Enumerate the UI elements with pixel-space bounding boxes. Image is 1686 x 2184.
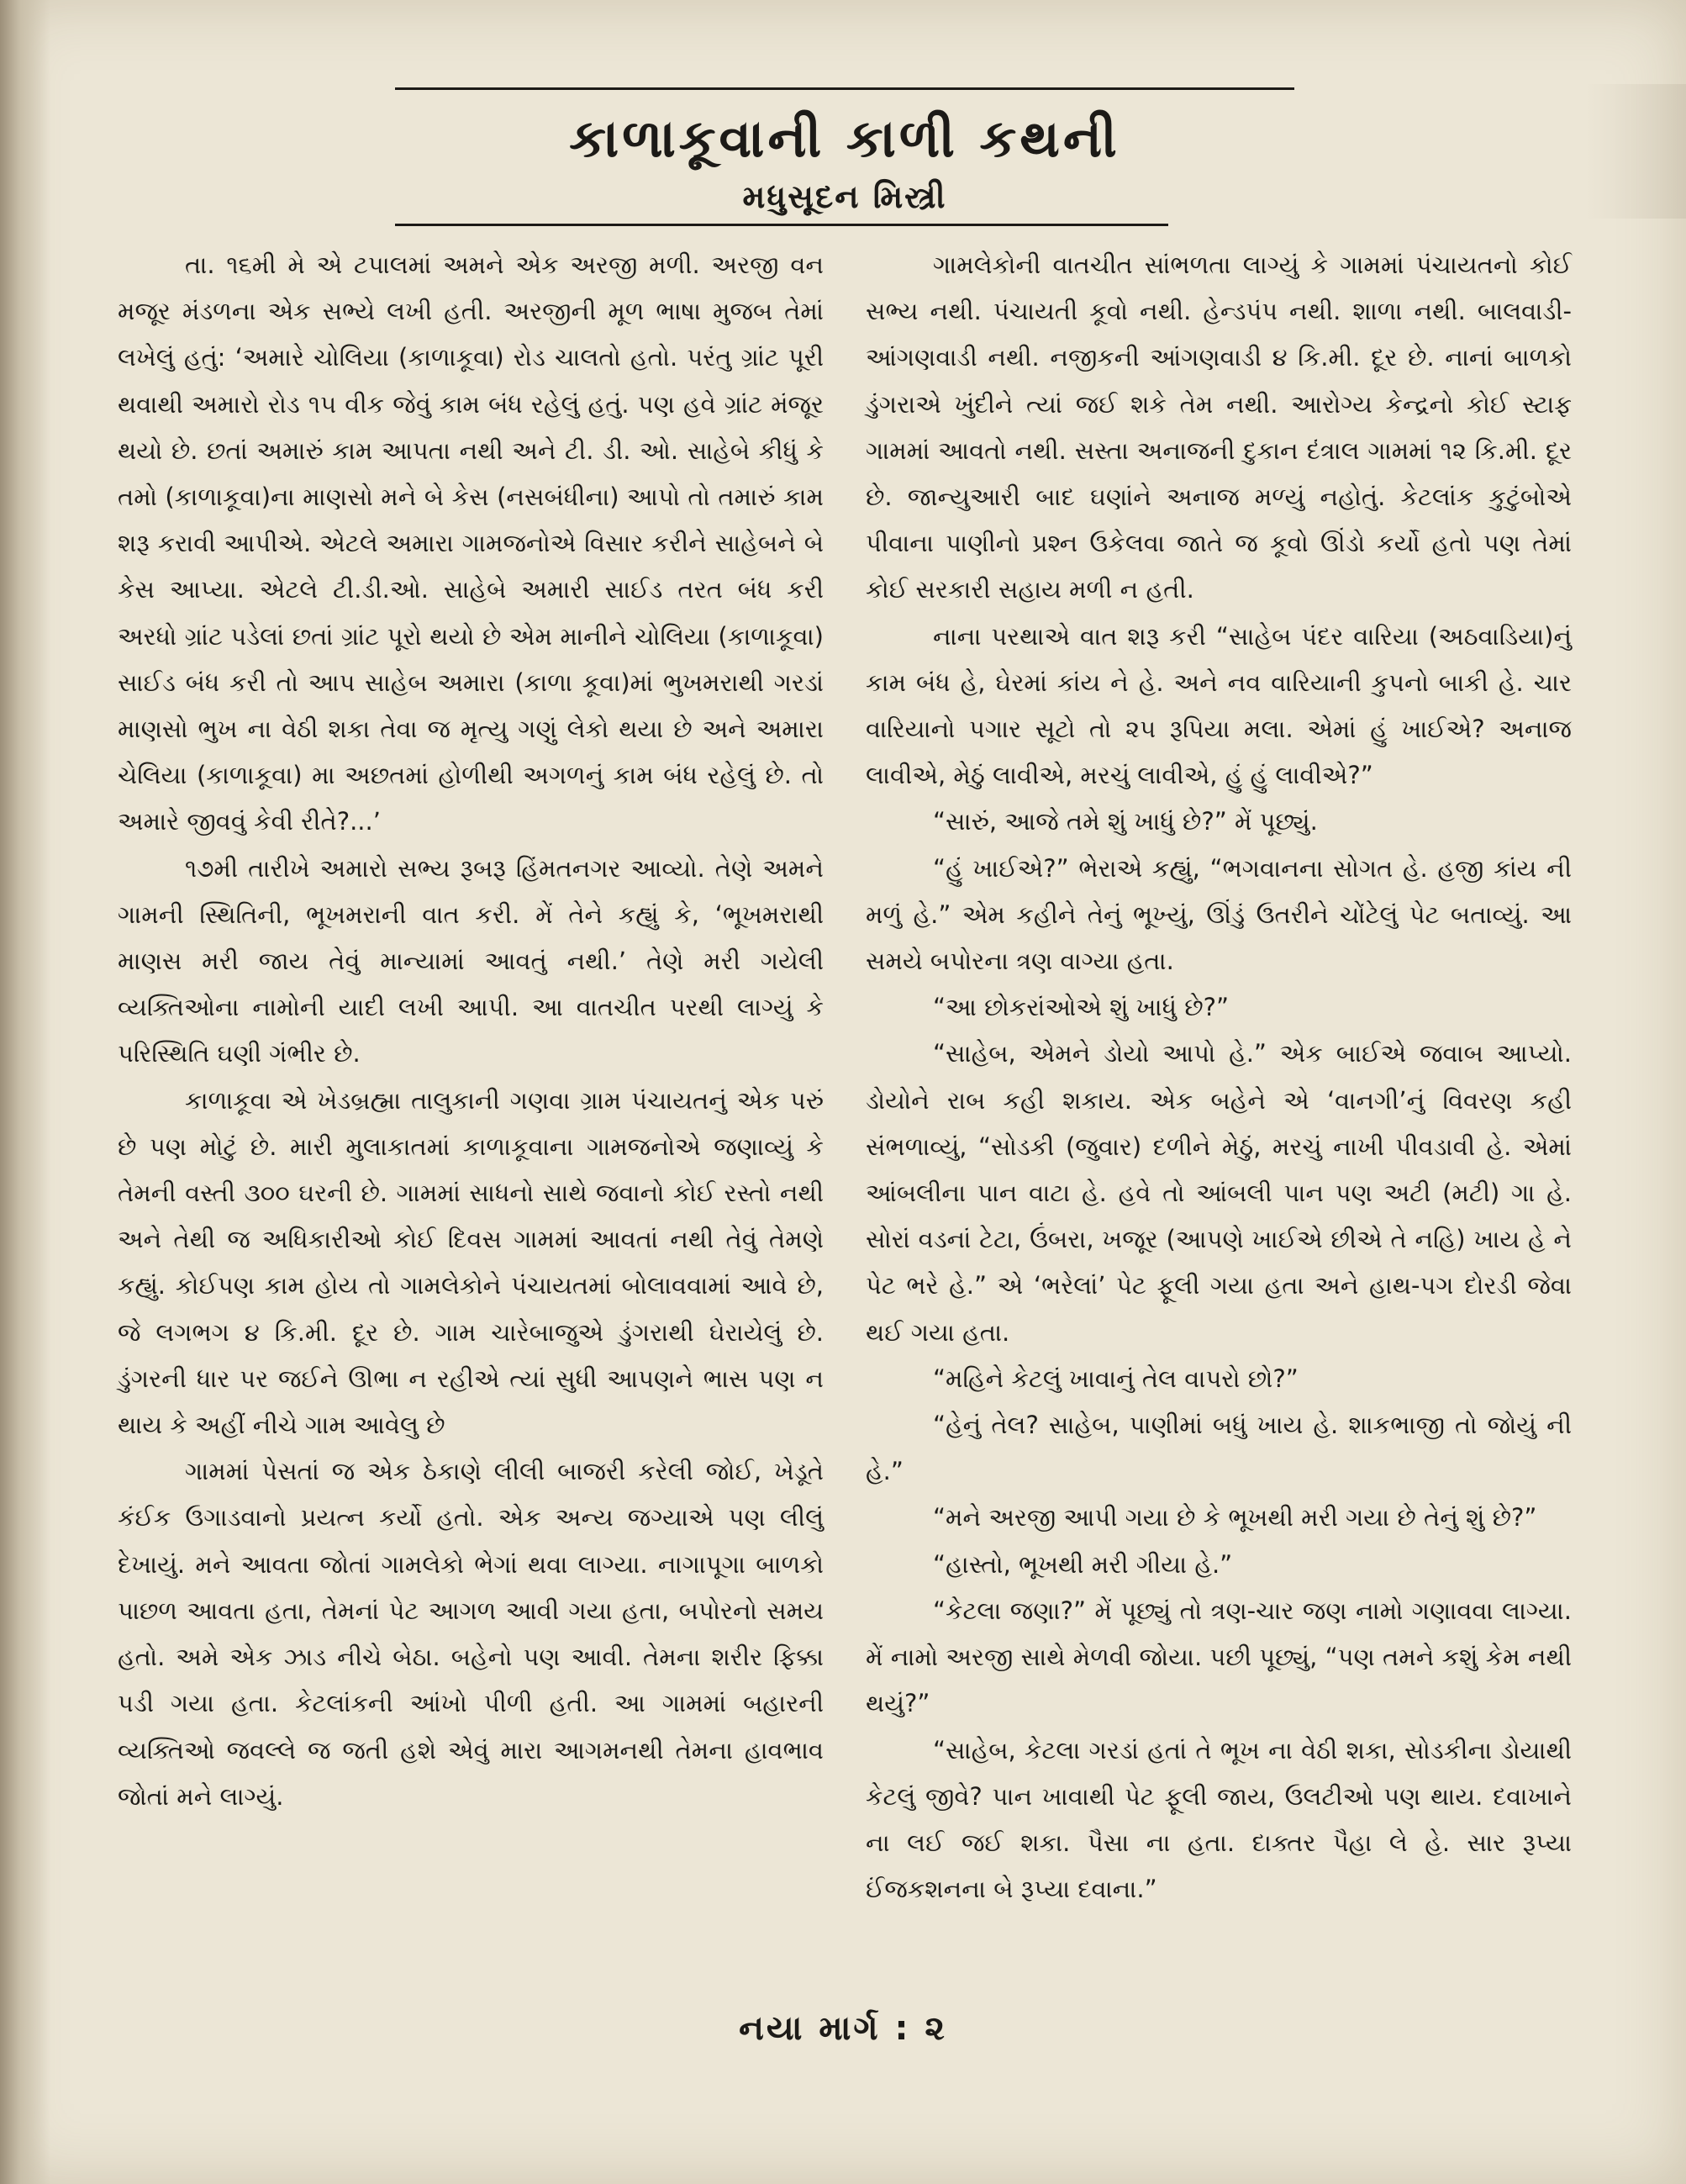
paragraph: “કેટલા જણા?” મેં પૂછ્યું તો ત્રણ-ચાર જણ નામો ગણાવવા લાગ્યા. મેં નામો અરજી સાથે મેળવી જોયા. પછી પૂછ્યું, “પણ તમને કશું કેમ નથી થયું?” (866, 1596, 1572, 1718)
right-column (866, 242, 1572, 1912)
title-bottom-rule (395, 224, 1168, 226)
torn-page-edge (0, 0, 50, 2184)
paragraph: ગામમાં પેસતાં જ એક ઠેકાણે લીલી બાજરી કરેલી જોઈ, ખેડૂતે કંઈક ઉગાડવાનો પ્રયત્ન કર્યો હતો. એક અન્ય જગ્યાએ પણ લીલું દેખાયું. મને આવતા જોતાં ગામલેકો ભેગાં થવા લાગ્યા. નાગાપૂગા બાળકો પાછળ આવતા હતા, તેમનાં પેટ આગળ આવી ગયા હતા, બપોરનો સમય હતો. અમે એક ઝાડ નીચે બેઠા. બહેનો પણ આવી. તેમના શરીર ફિક્કા પડી ગયા હતા. કેટલાંકની આંખો પીળી હતી. આ ગામમાં બહારની વ્યક્તિઓ જવલ્લે જ જતી હશે એવું મારા આગમનથી તેમના હાવભાવ જોતાં મને લાગ્યું. (118, 1457, 824, 1811)
title-top-rule (395, 87, 1294, 90)
paragraph: “હાસ્તો, ભૂખથી મરી ગીયા હે.” (933, 1549, 1233, 1579)
paragraph: “સાહેબ, એમને ડોયો આપો હે.” એક બાઈએ જવાબ આપ્યો. ડોયોને રાબ કહી શકાય. એક બહેને એ ‘વાનગી’નું વિવરણ કહી સંભળાવ્યું, “સોડકી (જુવાર) દળીને મેઠું, મરચું નાખી પીવડાવી હે. એમાં આંબલીના પાન વાટા હે. હવે તો આંબલી પાન પણ અટી (મટી) ગા હે. સોરાં વડનાં ટેટા, ઉંબરા, ખજૂર (આપણે ખાઈએ છીએ તે નહિ) ખાય હે ને પેટ ભરે હે.” એ ‘ભરેલાં’ પેટ ફૂલી ગયા હતા અને હાથ-પગ દોરડી જેવા થઈ ગયા હતા. (866, 1039, 1572, 1347)
paragraph: “હેનું તેલ? સાહેબ, પાણીમાં બધું ખાય હે. શાકભાજી તો જોયું ની હે.” (866, 1411, 1572, 1486)
article-title: કાળાકૂવાની કાળી કથની (569, 108, 1120, 169)
paragraph: “સાહેબ, કેટલા ગરડાં હતાં તે ભૂખ ના વેઠી શકા, સોડકીના ડોયાથી કેટલું જીવે? પાન ખાવાથી પેટ ફૂલી જાય, ઉલટીઓ પણ થાય. દવાખાને ના લઈ જઈ શકા. પૈસા ના હતા. દાક્તર પૈહા લે હે. સાર રૂપ્યા ઈંજકશનના બે રૂપ્યા દવાના.” (866, 1735, 1572, 1904)
paragraph: “આ છોકરાંઓએ શું ખાધું છે?” (933, 993, 1230, 1022)
page-footer: નયા માર્ગ : ૨ (739, 2009, 947, 2048)
paragraph: ૧૭મી તારીખે અમારો સભ્ય રૂબરૂ હિંમતનગર આવ્યો. તેણે અમને ગામની સ્થિતિની, ભૂખમરાની વાત કરી. મેં તેને કહ્યું કે, ‘ભૂખમરાથી માણસ મરી જાય તેવું માન્યામાં આવતું નથી.’ તેણે મરી ગયેલી વ્યક્તિઓના નામોની યાદી લખી આપી. આ વાતચીત પરથી લાગ્યું કે પરિસ્થિતિ ઘણી ગંભીર છે. (118, 853, 824, 1068)
article-author: મધુસૂદન મિસ્ત્રી (742, 178, 947, 215)
paragraph: નાના પરથાએ વાત શરૂ કરી “સાહેબ પંદર વારિયા (અઠવાડિયા)નું કામ બંધ હે, ઘેરમાં કાંય ને હે. અને નવ વારિયાની કુપનો બાકી હે. ચાર વારિયાનો પગાર સૂટો તો ૨૫ રૂપિયા મલા. એમાં હું ખાઈએ? અનાજ લાવીએ, મેઠું લાવીએ, મરચું લાવીએ, હું હું લાવીએ?” (866, 621, 1572, 790)
paragraph: કાળાકૂવા એ ખેડબ્રહ્મા તાલુકાની ગણવા ગ્રામ પંચાયતનું એક પરું છે પણ મોટું છે. મારી મુલાકાતમાં કાળાકૂવાના ગામજનોએ જણાવ્યું કે તેમની વસ્તી ૩૦૦ ઘરની છે. ગામમાં સાધનો સાથે જવાનો કોઈ રસ્તો નથી અને તેથી જ અધિકારીઓ કોઈ દિવસ ગામમાં આવતાં નથી તેવું તેમણે કહ્યું. કોઈપણ કામ હોય તો ગામલેકોને પંચાયતમાં બોલાવવામાં આવે છે, જે લગભગ ૪ કિ.મી. દૂર છે. ગામ ચારેબાજુએ ડુંગરાથી ઘેરાયેલું છે. ડુંગરની ધાર પર જઈને ઊભા ન રહીએ ત્યાં સુધી આપણને ભાસ પણ ન થાય કે અહીં નીચે ગામ આવેલુ છે (118, 1085, 824, 1440)
paragraph: “હું ખાઈએ?” ભેરાએ કહ્યું, “ભગવાનના સોગત હે. હજી કાંય ની મળું હે.” એમ કહીને તેનું ભૂખ્યું, ઊંડું ઉતરીને ચોંટેલું પેટ બતાવ્યું. આ સમયે બપોરના ત્રણ વાગ્યા હતા. (866, 853, 1572, 976)
paragraph: ગામલેકોની વાતચીત સાંભળતા લાગ્યું કે ગામમાં પંચાયતનો કોઈ સભ્ય નથી. પંચાયતી કૂવો નથી. હેન્ડપંપ નથી. શાળા નથી. બાલવાડી-આંગણવાડી નથી. નજીકની આંગણવાડી ૪ કિ.મી. દૂર છે. નાનાં બાળકો ડુંગરાએ ખુંદીને ત્યાં જઈ શકે તેમ નથી. આરોગ્ય કેન્દ્રનો કોઈ સ્ટાફ ગામમાં આવતો નથી. સસ્તા અનાજની દુકાન દંત્રાલ ગામમાં ૧૨ કિ.મી. દૂર છે. જાન્યુઆરી બાદ ઘણાંને અનાજ મળ્યું નહોતું. કેટલાંક કુટુંબોએ પીવાના પાણીનો પ્રશ્ન ઉકેલવા જાતે જ કૂવો ઊંડો કર્યો હતો પણ તેમાં કોઈ સરકારી સહાય મળી ન હતી. (866, 251, 1572, 604)
paragraph: “સારું, આજે તમે શું ખાધું છે?” મેં પૂછ્યું. (933, 807, 1318, 836)
left-column (118, 242, 824, 1820)
page-bleed-through (1585, 84, 1686, 219)
paragraph: “મને અરજી આપી ગયા છે કે ભૂખથી મરી ગયા છે તેનું શું છે?” (933, 1503, 1537, 1532)
paragraph: “મહિને કેટલું ખાવાનું તેલ વાપરો છો?” (933, 1364, 1299, 1393)
paragraph: તા. ૧૬મી મે એ ટપાલમાં અમને એક અરજી મળી. અરજી વન મજૂર મંડળના એક સભ્યે લખી હતી. અરજીની મૂળ ભાષા મુજબ તેમાં લખેલું હતું: ‘અમારે ચોલિયા (કાળાકૂવા) રોડ ચાલતો હતો. પરંતુ ગ્રાંટ પૂરી થવાથી અમારો રોડ ૧૫ વીક જેવું કામ બંધ રહેલું હતું. પણ હવે ગ્રાંટ મંજૂર થયો છે. છતાં અમારું કામ આપતા નથી અને ટી. ડી. ઓ. સાહેબે કીધું કે તમો (કાળાકૂવા)ના માણસો મને બે કેસ (નસબંધીના) આપો તો તમારું કામ શરૂ કરાવી આપીએ. એટલે અમારા ગામજનોએ વિસાર કરીને સાહેબને બે કેસ આપ્યા. એટલે ટી.ડી.ઓ. સાહેબે અમારી સાઈડ તરત બંધ કરી અરધો ગ્રાંટ પડેલાં છતાં ગ્રાંટ પૂરો થયો છે એમ માનીને ચોલિયા (કાળાકૂવા) સાઈડ બંધ કરી તો આપ સાહેબ અમારા (કાળા કૂવા)માં ભુખમરાથી ગરડાં માણસો ભુખ ના વેઠી શકા તેવા જ મૃત્યુ ગણું લેકો થયા છે અને અમારા ચેલિયા (કાળાકૂવા) મા અછતમાં હોળીથી અગળનું કામ બંધ રહેલું છે. તો અમારે જીવવું કેવી રીતે?...’ (118, 251, 824, 836)
